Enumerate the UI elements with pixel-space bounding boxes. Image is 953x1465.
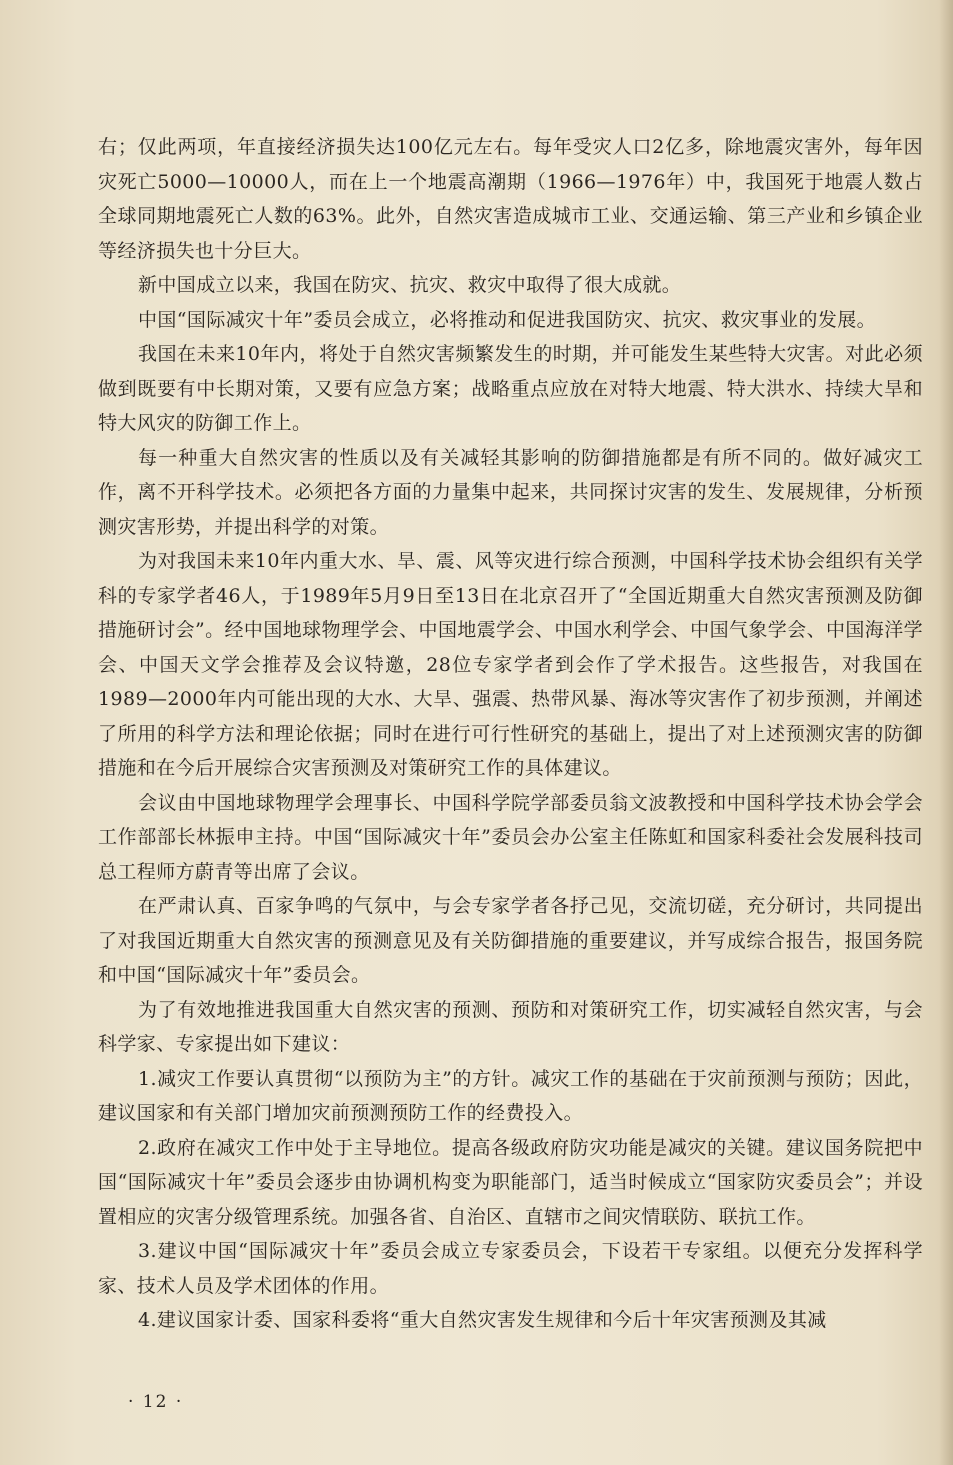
page-number: · 12 ·: [128, 1392, 184, 1412]
paragraph: 为对我国未来10年内重大水、旱、震、风等灾进行综合预测，中国科学技术协会组织有关学科的专家学者46人，于1989年5月9日至13日在北京召开了“全国近期重大自然灾害预测及防御措施研讨会”。经中国地球物理学会、中国地震学会、中国水利学会、中国气象学会、中国海洋学会、中国天文学会推荐及会议特邀，28位专家学者到会作了学术报告。这些报告，对我国在1989—2000年内可能出现的大水、大旱、强震、热带风暴、海冰等灾害作了初步预测，并阐述了所用的科学方法和理论依据；同时在进行可行性研究的基础上，提出了对上述预测灾害的防御措施和在今后开展综合灾害预测及对策研究工作的具体建议。: [98, 550, 923, 779]
paragraph: 会议由中国地球物理学会理事长、中国科学院学部委员翁文波教授和中国科学技术协会学会工作部部长林振申主持。中国“国际减灾十年”委员会办公室主任陈虹和国家科委社会发展科技司总工程师方蔚青等出席了会议。: [98, 791, 923, 883]
paragraph: 新中国成立以来，我国在防灾、抗灾、救灾中取得了很大成就。: [138, 274, 682, 296]
paragraph: 为了有效地推进我国重大自然灾害的预测、预防和对策研究工作，切实减轻自然灾害，与会科学家、专家提出如下建议：: [98, 998, 923, 1055]
page-edge-shadow: [939, 0, 953, 1465]
paragraph: 右；仅此两项，年直接经济损失达100亿元左右。每年受灾人口2亿多，除地震灾害外，每年因灾死亡5000—10000人，而在上一个地震高潮期（1966—1976年）中，我国死于地震人数占全球同期地震死亡人数的63%。此外，自然灾害造成城市工业、交通运输、第三产业和乡镇企业等经济损失也十分巨大。: [98, 136, 923, 262]
list-item: 3.建议中国“国际减灾十年”委员会成立专家委员会，下设若干专家组。以便充分发挥科学家、技术人员及学术团体的作用。: [98, 1240, 923, 1297]
list-item: 2.政府在减灾工作中处于主导地位。提高各级政府防灾功能是减灾的关键。建议国务院把中国“国际减灾十年”委员会逐步由协调机构变为职能部门，适当时候成立“国家防灾委员会”；并设置相应的灾害分级管理系统。加强各省、自治区、直辖市之间灾情联防、联抗工作。: [98, 1136, 923, 1228]
paragraph: 中国“国际减灾十年”委员会成立，必将推动和促进我国防灾、抗灾、救灾事业的发展。: [138, 308, 877, 331]
paragraph: 在严肃认真、百家争鸣的气氛中，与会专家学者各抒己见，交流切磋，充分研讨，共同提出了对我国近期重大自然灾害的预测意见及有关防御措施的重要建议，并写成综合报告，报国务院和中国“国际减灾十年”委员会。: [98, 895, 923, 986]
list-item: 4.建议国家计委、国家科委将“重大自然灾害发生规律和今后十年灾害预测及其减: [138, 1309, 827, 1331]
body-text: [98, 130, 923, 1338]
paragraph: 每一种重大自然灾害的性质以及有关减轻其影响的防御措施都是有所不同的。做好减灾工作，离不开科学技术。必须把各方面的力量集中起来，共同探讨灾害的发生、发展规律，分析预测灾害形势，并提出科学的对策。: [98, 446, 923, 538]
list-item: 1.减灾工作要认真贯彻“以预防为主”的方针。减灾工作的基础在于灾前预测与预防；因此，建议国家和有关部门增加灾前预测预防工作的经费投入。: [98, 1067, 923, 1124]
paragraph: 我国在未来10年内，将处于自然灾害频繁发生的时期，并可能发生某些特大灾害。对此必须做到既要有中长期对策，又要有应急方案；战略重点应放在对特大地震、特大洪水、持续大旱和特大风灾的防御工作上。: [98, 343, 923, 434]
